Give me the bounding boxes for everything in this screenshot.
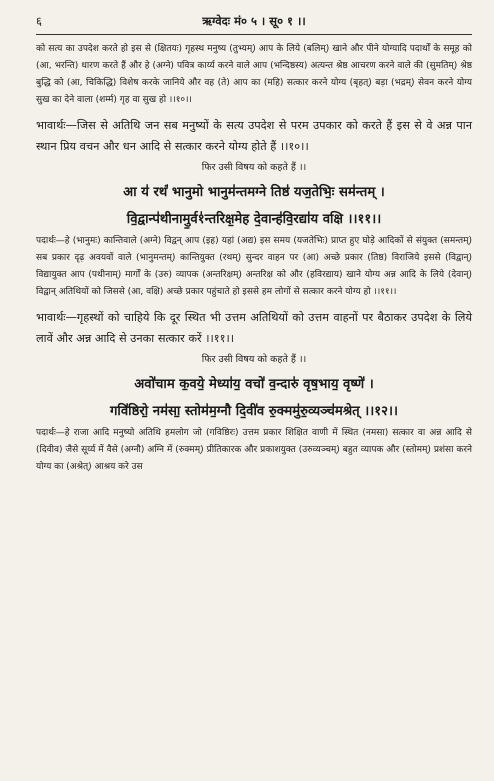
mantra-11-line-1: आ य॑ रथं॑ भानुमो भानुम॑न्तमग्ने तिष्ठ॑ यज॒तेभिः॒ सम॑न्तम् । xyxy=(123,185,385,200)
bhavartha-paragraph-10: भावार्थः—जिस से अतिथि जन सब मनुष्यों के सत्य उपदेश से परम उपकार को करते हैं इस से वे अन्न पान स्थान प्रिय वचन और धन आदि से सत्कार करने योग्य होते हैं ।।१०।। xyxy=(36,119,472,153)
bhavartha-paragraph-11: भावार्थः—गृहस्थों को चाहिये कि दूर स्थित भी उत्तम अतिथियों को उत्तम वाहनों पर बैठाकर उपदेश के लिये लावें और अन्न आदि से उनका सत्कार करें ।।११।। xyxy=(36,311,472,345)
padartha-paragraph-12: पदार्थः—हे राजा आदि मनुष्यो अतिथि हमलोग जो (गविष्ठिरः) उत्तम प्रकार शिक्षित वाणी में स्थित (नमसा) सत्कार वा अन्न आदि से (दिवीव) जैसे सूर्य्य में वैसे (अग्नौ) अग्नि में (रुक्मम्) प्रीतिकारक और प्रकाशयुक्त (उरुव्यञ्चम्) बहुत व्यापक और (स्तोमम्) प्रशंसा करने योग्य का (अश्रेत्) आश्रय करे उस xyxy=(36,428,472,472)
mantra-12-line-2: गवि॑ष्ठिरो॒ नम॑सा॒ स्तोम॑म॒ग्नौ दि॒वी॑व रु॒क्ममु॑रु॒व्यञ्च॑मश्रेत् ।।१२।। xyxy=(110,404,398,419)
mantra-12-line-1: अवो॑चाम क॒वये॒ मेध्या॑य॒ वचो॑ व॒न्दारु॑ वृष॒भाय॒ वृष्णे॑ । xyxy=(134,377,374,392)
section-heading-1: फिर उसी विषय को कहते हैं ।। xyxy=(201,162,307,173)
padartha-paragraph-11: पदार्थः—हे (भानुमः) कान्तिवाले (अग्ने) विद्वन् आप (इह) यहां (अद्य) इस समय (यजतेभिः) प्राप्त हुए घोड़े आदिकों से संयुक्त (समन्तम्) सब प्रकार दृढ़ अवयवों वाले (भानुमन्तम्) कान्तियुक्त (रथम्) सुन्दर वाहन पर (आ) अच्छे प्रकार (तिष्ठ) विराजिये इससे (विद्वान्) विद्यायुक्त आप (पथीनाम्) मार्गों के (उरु) व्यापक (अन्तरिक्षम्) अन्तरिक्ष को और (हविरद्याय) खाने योग्य अन्न आदि के लिये (देवान्) विद्वान् अतिथियों को जिससे (आ, वक्षि) अच्छे प्रकार पहुंचाते हो इससे हम लोगों से सत्कार करने योग्य हो ।।११।। xyxy=(36,236,472,297)
running-title: ऋग्वेदः मं० ५ । सू० १ ।। xyxy=(202,13,306,28)
page-number: ६ xyxy=(36,13,42,28)
header-rule xyxy=(36,34,472,35)
section-heading-2: फिर उसी विषय को कहते हैं ।। xyxy=(201,354,307,365)
page-header xyxy=(36,8,472,34)
padartha-paragraph-10: को सत्य का उपदेश करते हो इस से (क्षितयः) गृहस्थ मनुष्य (तुभ्यम्) आप के लिये (बलिम्) खाने और पीने योग्यादि पदार्थों के समूह को (आ, भरन्ति) धारण करते हैं और हे (अग्ने) पवित्र कार्य्य करने वाले आप (भन्दिष्ठस्य) अत्यन्त श्रेष्ठ आचरण करने वाले की (सुमतिम्) श्रेष्ठ बुद्धि को (आ, चिकिद्धि) विशेष करके जानिये और वह (ते) आप का (महि) सत्कार करने योग्य (बृहत्) बड़ा (भद्रम्) सेवन करने योग्य सुख का देने वाला (शर्म्म) गृह वा सुख हो ।।१०।। xyxy=(36,44,472,105)
mantra-11-line-2: वि॒द्वान्प॑थीनामु॒र्व१॑न्तरिक्ष॒मेह दे॒वान्ह॑वि॒रद्या॑य वक्षि ।।११।। xyxy=(126,212,382,227)
